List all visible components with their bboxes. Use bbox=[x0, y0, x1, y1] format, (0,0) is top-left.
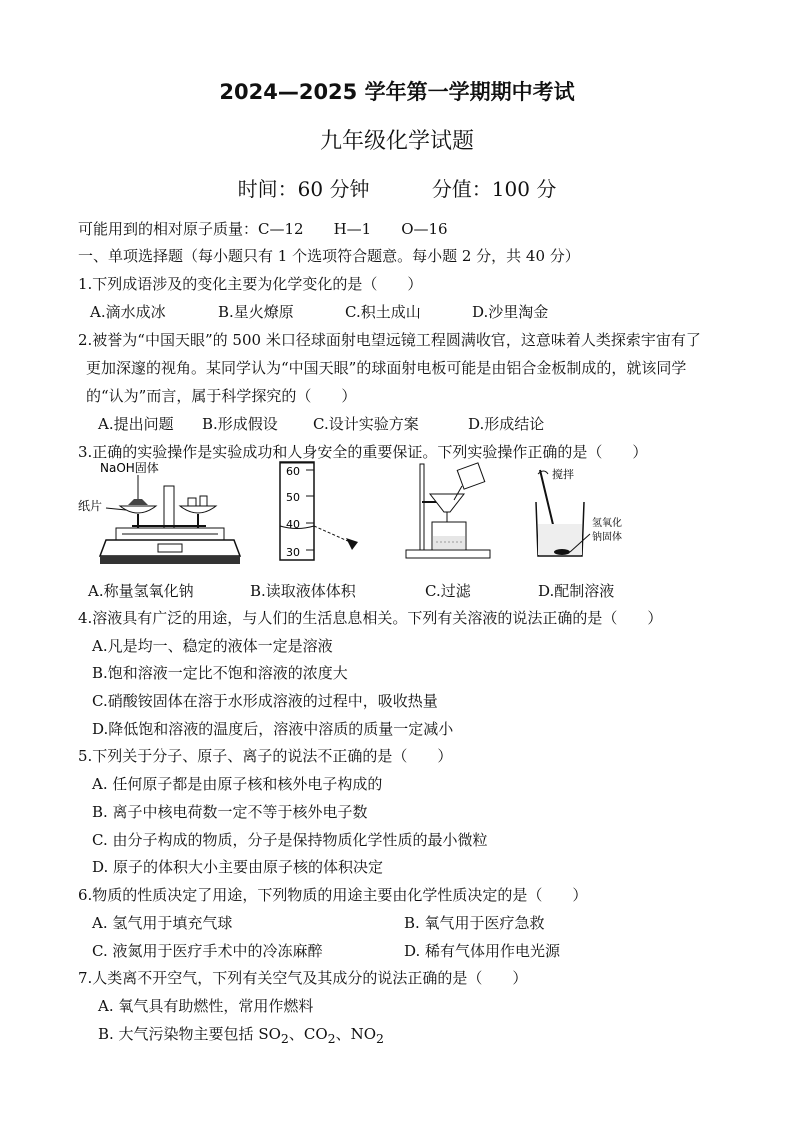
q2-stem-line3: 的“认为”而言，属于科学探究的（ ） bbox=[86, 387, 357, 405]
q2-option-d: D.形成结论 bbox=[468, 415, 545, 433]
q7-stem: 7.人类离不开空气，下列有关空气及其成分的说法正确的是（ ） bbox=[78, 969, 528, 987]
q2-option-b: B.形成假设 bbox=[202, 415, 278, 433]
q5-option-c: C. 由分子构成的物质，分子是保持物质化学性质的最小微粒 bbox=[92, 831, 488, 849]
q7-option-a: A. 氧气具有助燃性，常用作燃料 bbox=[98, 997, 314, 1015]
cylinder-figure bbox=[268, 460, 372, 564]
exam-title: 2024—2025 学年第一学期期中考试 bbox=[219, 80, 575, 104]
q3-option-d: D.配制溶液 bbox=[538, 582, 615, 600]
q1-stem: 1.下列成语涉及的变化主要为化学变化的是（ ） bbox=[78, 275, 423, 293]
q4-option-a: A.凡是均一、稳定的液体一定是溶液 bbox=[92, 637, 333, 655]
dissolve-figure bbox=[530, 464, 634, 564]
q7-option-b: B. 大气污染物主要包括 $SO_2$、$CO_2$、$NO_2$ bbox=[98, 1025, 384, 1046]
q5-option-b: B. 离子中核电荷数一定不等于核外电子数 bbox=[92, 803, 368, 821]
tick-40: 40 bbox=[286, 518, 300, 531]
q6-option-a: A. 氢气用于填充气球 bbox=[92, 914, 233, 932]
q6-stem: 6.物质的性质决定了用途，下列物质的用途主要由化学性质决定的是（ ） bbox=[78, 886, 588, 904]
balance-figure bbox=[76, 458, 248, 570]
q4-option-b: B.饱和溶液一定比不饱和溶液的浓度大 bbox=[92, 664, 348, 682]
q4-option-d: D.降低饱和溶液的温度后，溶液中溶质的质量一定减小 bbox=[92, 720, 454, 738]
atomic-mass-note: 可能用到的相对原子质量：C—12 H—1 O—16 bbox=[78, 220, 448, 238]
q4-stem: 4.溶液具有广泛的用途，与人们的生活息息相关。下列有关溶液的说法正确的是（ ） bbox=[78, 609, 663, 627]
q5-option-d: D. 原子的体积大小主要由原子核的体积决定 bbox=[92, 858, 384, 876]
naoh-label: NaOH固体 bbox=[100, 461, 159, 475]
paper-label: 纸片 bbox=[78, 499, 103, 513]
q5-stem: 5.下列关于分子、原子、离子的说法不正确的是（ ） bbox=[78, 747, 453, 765]
filtration-figure bbox=[404, 460, 504, 564]
q2-stem-line1: 2.被誉为“中国天眼”的 500 米口径球面射电望远镜工程圆满收官，这意味着人类探索宇宙有了 bbox=[78, 331, 701, 349]
q3-option-c: C.过滤 bbox=[425, 582, 471, 600]
tick-50: 50 bbox=[286, 491, 300, 504]
exam-score: 分值：100 分 bbox=[431, 177, 557, 201]
q1-option-c: C.积土成山 bbox=[345, 303, 421, 321]
q6-option-b: B. 氧气用于医疗急救 bbox=[404, 914, 545, 932]
q5-option-a: A. 任何原子都是由原子核和核外电子构成的 bbox=[92, 775, 383, 793]
stir-label: 搅拌 bbox=[552, 468, 574, 481]
exam-info bbox=[0, 173, 794, 202]
exam-time: 时间：60 分钟 bbox=[237, 177, 370, 201]
exam-subtitle: 九年级化学试题 bbox=[319, 129, 474, 154]
tick-60: 60 bbox=[286, 465, 300, 478]
q1-option-b: B.星火燎原 bbox=[218, 303, 294, 321]
q3-option-a: A.称量氢氧化钠 bbox=[88, 582, 194, 600]
q3-option-b: B.读取液体体积 bbox=[250, 582, 356, 600]
q2-option-a: A.提出问题 bbox=[98, 415, 174, 433]
q1-option-a: A.滴水成冰 bbox=[90, 303, 166, 321]
q6-option-d: D. 稀有气体用作电光源 bbox=[404, 942, 561, 960]
q2-stem-line2: 更加深邃的视角。某同学认为“中国天眼”的球面射电板可能是由铝合金板制成的，就该同学 bbox=[86, 359, 687, 377]
solid-label-1: 氢氧化 bbox=[592, 518, 622, 529]
q1-option-d: D.沙里淘金 bbox=[472, 303, 549, 321]
section-heading: 一、单项选择题（每小题只有 1 个选项符合题意。每小题 2 分，共 40 分） bbox=[78, 247, 580, 265]
q2-option-c: C.设计实验方案 bbox=[313, 415, 419, 433]
eye-icon bbox=[346, 538, 358, 550]
q3-stem: 3.正确的实验操作是实验成功和人身安全的重要保证。下列实验操作正确的是（ ） bbox=[78, 443, 648, 461]
solid-label-2: 钠固体 bbox=[592, 532, 622, 543]
q4-option-c: C.硝酸铵固体在溶于水形成溶液的过程中，吸收热量 bbox=[92, 692, 438, 710]
tick-30: 30 bbox=[286, 546, 300, 559]
q6-option-c: C. 液氮用于医疗手术中的冷冻麻醉 bbox=[92, 942, 323, 960]
